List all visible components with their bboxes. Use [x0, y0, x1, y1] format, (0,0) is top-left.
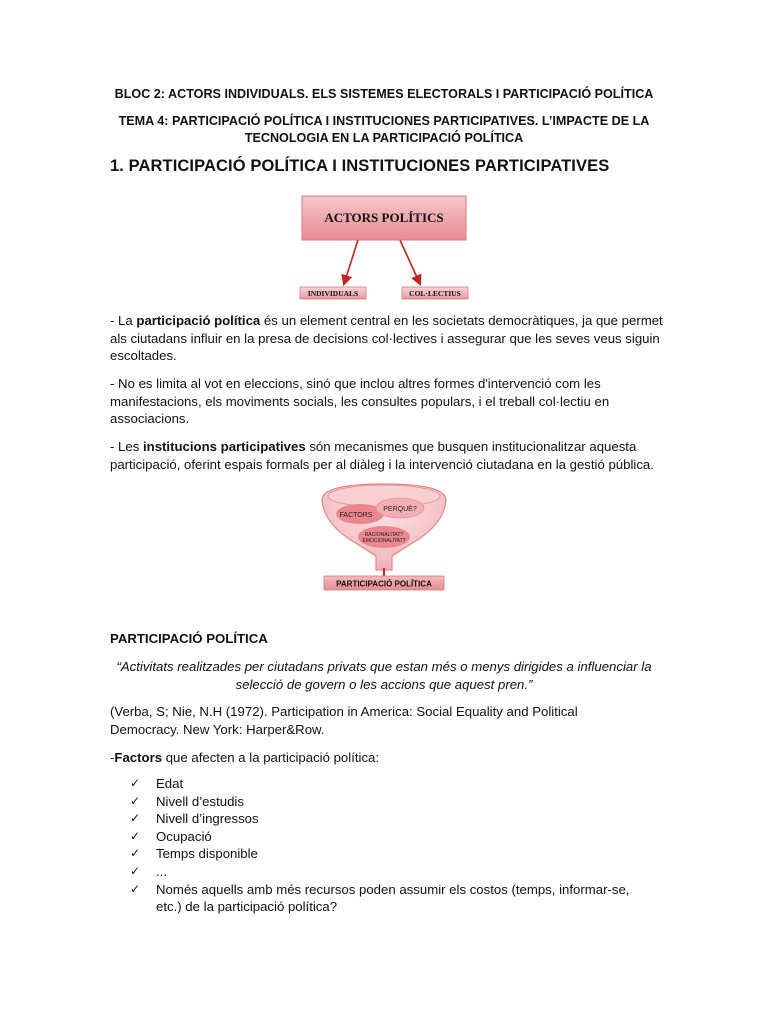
list-item-text: ... — [156, 863, 167, 879]
factors-label: FACTORS — [339, 512, 373, 519]
list-item-text: Nivell d’ingressos — [156, 811, 259, 827]
tema-heading — [100, 113, 668, 147]
list-item-text: Nivell d’estudis — [156, 793, 244, 809]
list-item — [130, 793, 656, 811]
arrow-left — [344, 240, 358, 284]
check-icon: ✓ — [130, 828, 141, 843]
list-item-text: Només aquells amb més recursos poden assumir els costos (temps, informar-se, etc.) de la participació política? — [156, 881, 630, 915]
factors-intro-prefix: - — [110, 750, 115, 765]
emocionalitat-label: EMOCIONALITAT? — [362, 538, 406, 544]
term-factors: Factors — [114, 750, 163, 765]
paragraph-prefix: - La — [110, 313, 137, 328]
individuals-label: INDIVIDUALS — [307, 289, 359, 298]
subsection-title: PARTICIPACIÓ POLÍTICA — [110, 631, 268, 646]
term-institucions-participatives: institucions participatives — [142, 439, 306, 454]
list-item-text: Temps disponible — [156, 846, 258, 862]
list-item — [130, 828, 656, 846]
factors-list — [130, 775, 656, 916]
racionalitat-label: RACIONALITAT? — [364, 532, 404, 538]
list-item — [130, 881, 656, 916]
paragraph-participacio — [110, 312, 670, 365]
paragraph-text: són mecanismes que busquen institucionalitzar aquesta participació, oferint espais formals per al diàleg i la intervenció ciutadana en la gestió pública. — [110, 439, 654, 472]
paragraph-text: és un element central en les societats democràtiques, ja que permet als ciutadans influir en la presa de decisions col·lectives i assegurar que les seves veus siguin escoltades. — [110, 313, 663, 364]
paragraph-prefix: - Les — [110, 439, 143, 454]
check-icon: ✓ — [130, 881, 141, 896]
list-item-text: Edat — [156, 776, 184, 791]
check-icon: ✓ — [130, 846, 141, 861]
factors-intro — [110, 749, 379, 767]
result-label: PARTICIPACIÓ POLÍTICA — [336, 579, 432, 589]
funnel-diagram — [318, 480, 450, 594]
check-icon: ✓ — [130, 793, 141, 808]
check-icon: ✓ — [130, 811, 141, 826]
arrow-right — [400, 240, 420, 284]
actors-diagram — [292, 194, 478, 304]
definition-quote: “Activitats realitzades per ciutadans privats que estan més o menys dirigides a influenciar la selecció de govern o les accions que aquest pren.” — [116, 659, 652, 692]
citation: (Verba, S; Nie, N.H (1972). Participation in America: Social Equality and Political Democracy. New York: Harper&Row. — [110, 704, 578, 737]
check-icon: ✓ — [130, 776, 141, 790]
list-item — [130, 845, 656, 863]
perque-label: PERQUÈ? — [383, 506, 417, 513]
list-item — [130, 810, 656, 828]
factors-intro-text: que afecten a la participació política: — [162, 750, 380, 765]
list-item-text: Ocupació — [156, 828, 212, 844]
bloc-heading: BLOC 2: ACTORS INDIVIDUALS. ELS SISTEMES ELECTORALS I PARTICIPACIÓ POLÍTICA — [114, 87, 654, 101]
check-icon: ✓ — [130, 863, 141, 878]
list-item — [130, 863, 656, 881]
term-participacio-politica: participació política — [136, 313, 261, 328]
tema-heading-line1: TEMA 4: PARTICIPACIÓ POLÍTICA I INSTITUCIONES PARTICIPATIVES. L’IMPACTE DE LA — [118, 114, 650, 128]
paragraph-institucions — [110, 438, 670, 473]
collectius-label: COL·LECTIUS — [409, 289, 461, 298]
actors-title-text: ACTORS POLÍTICS — [324, 210, 444, 225]
list-item — [130, 775, 656, 793]
paragraph-forms: - No es limita al vot en eleccions, sinó que inclou altres formes d'intervenció com les manifestacions, els moviments socials, les consultes populars, i el treball col·lectiu en associacions. — [110, 376, 610, 427]
section-title: 1. PARTICIPACIÓ POLÍTICA I INSTITUCIONES PARTICIPATIVES — [110, 157, 610, 175]
tema-heading-line2: TECNOLOGIA EN LA PARTICIPACIÓ POLÍTICA — [244, 131, 524, 145]
